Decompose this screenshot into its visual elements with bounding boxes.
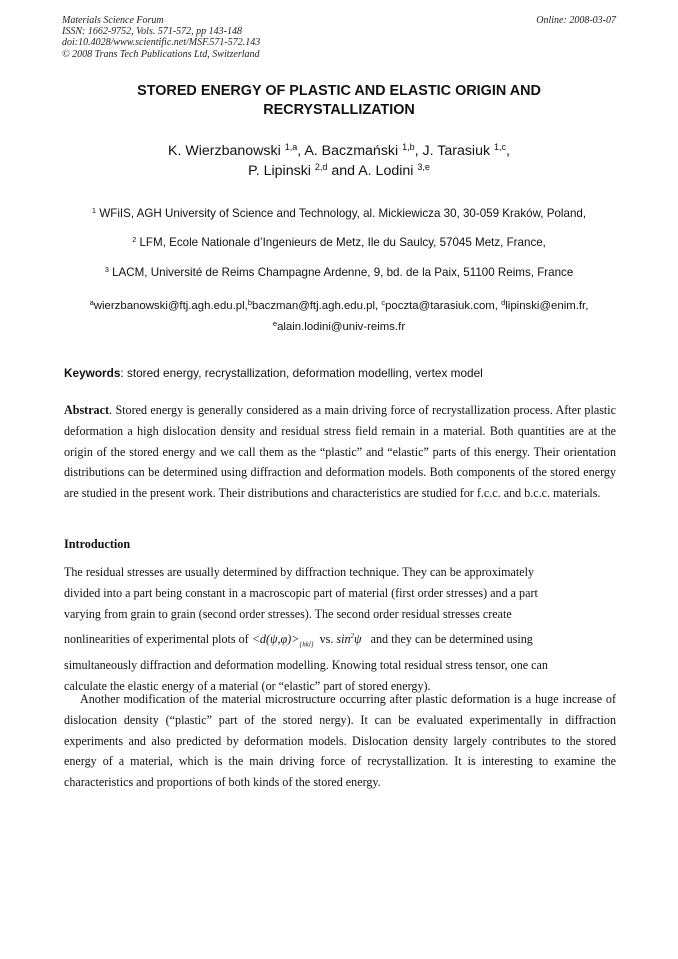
line-text: and they can be determined using — [370, 631, 533, 646]
formula-subscript: {hkl} — [299, 640, 314, 649]
line-text: nonlinearities of experimental plots of — [64, 631, 252, 646]
authors-line-1: K. Wierzbanowski $^{1,a}$, A. Baczmański $^{1,b}$, J. Tarasiuk $^{1,c}$, — [168, 142, 510, 159]
formula-vs: vs. — [319, 631, 337, 646]
author-affiliation-mark: 3,e — [417, 162, 430, 172]
author-name: K. Wierzbanowski — [168, 143, 281, 159]
author-affiliation-mark: 2,d — [314, 162, 328, 172]
author-affiliation-mark: 1,a — [284, 142, 298, 152]
author-name: A. Lodini — [358, 163, 414, 179]
email-mark: e — [272, 319, 278, 328]
paragraph-line: The residual stresses are usually determined by diffraction technique. They can be approximately — [64, 565, 535, 579]
keywords-label: Keywords — [64, 366, 121, 380]
formula-main: <d(ψ,φ)> — [251, 631, 300, 646]
formula-superscript: 2 — [350, 631, 355, 640]
affiliation-3 — [30, 266, 648, 280]
paragraph-line: divided into a part being constant in a macroscopic part of material (first order stresses) and a part — [64, 586, 538, 601]
affiliation-1 — [30, 207, 648, 221]
affiliation-mark: 1 — [91, 206, 97, 215]
abstract-text: . Stored energy is generally considered as a main driving force of recrystallization process. After plastic deformation a high dislocation density and residual stress field remain in a material. Both quantities are at the origin of the stored energy and we call them as the “plastic” and “elastic” parts of this energy. Their orientation distributions can be determined using diffraction and deformation models. Both components of the stored energy are studied in the present work. Their distributions and characteristics are studied for f.c.c. and b.c.c. materials. — [64, 403, 616, 501]
email-link[interactable]: baczman@ftj.agh.edu.pl, — [251, 300, 382, 312]
affiliation-text: WFiIS, AGH University of Science and Technology, al. Mickiewicza 30, 30-059 Kraków, Poland, — [99, 207, 587, 220]
email-link[interactable]: wierzbanowski@ftj.agh.edu.pl, — [93, 300, 248, 312]
paragraph-line: varying from grain to grain (second order stresses). The second order residual stresses create — [64, 607, 512, 622]
email-link[interactable]: poczta@tarasiuk.com, — [385, 300, 502, 312]
title-line-2: RECRYSTALLIZATION — [263, 102, 415, 118]
author-name: A. Baczmański — [304, 143, 399, 159]
affiliation-mark: 3 — [104, 265, 109, 274]
journal-copyright: © 2008 Trans Tech Publications Ltd, Switzerland — [62, 48, 260, 60]
keywords-text: : stored energy, recrystallization, deformation modelling, vertex model — [120, 366, 483, 380]
affiliation-mark: 2 — [132, 235, 137, 244]
author-name: J. Tarasiuk — [422, 143, 491, 159]
paragraph-line: simultaneously diffraction and deformation modelling. Knowing total residual stress tensor, one can — [64, 658, 548, 673]
section-heading-introduction: Introduction — [64, 537, 131, 551]
emails-line-2 — [30, 317, 648, 338]
intro-paragraph-1 — [64, 562, 616, 698]
authors-line-2: P. Lipinski $^{2,d}$ and A. Lodini $^{3,e}$ — [248, 162, 430, 179]
email-link[interactable]: alain.lodini@univ-reims.fr — [277, 321, 406, 333]
paragraph-line-formula — [64, 626, 616, 656]
formula-psi: ψ — [354, 631, 362, 646]
formula-sin: sin — [336, 631, 351, 646]
author-affiliation-mark: 1,b — [402, 142, 415, 152]
paragraph-line: calculate the elastic energy of a material (or “elastic” part of stored energy). — [64, 679, 431, 694]
paper-title — [62, 82, 616, 120]
title-line-1: STORED ENERGY OF PLASTIC AND ELASTIC ORIGIN AND — [137, 83, 541, 99]
keywords — [64, 366, 616, 381]
abstract — [64, 400, 616, 504]
author-name: P. Lipinski — [248, 163, 311, 179]
journal-doi: doi:10.4028/www.scientific.net/MSF.571-572.143 — [62, 37, 261, 49]
journal-issn: ISSN: 1662-9752, Vols. 571-572, pp 143-148 — [62, 26, 242, 38]
affiliation-2 — [30, 236, 648, 250]
email-list — [30, 296, 648, 338]
email-mark: d — [501, 298, 506, 307]
email-link[interactable]: lipinski@enim.fr, — [505, 300, 589, 312]
inline-formula — [251, 631, 362, 649]
online-date: Online: 2008-03-07 — [536, 15, 616, 26]
intro-paragraph-2: Another modification of the material microstructure occurring after plastic deformation is a huge increase of dislocation density (“plastic” part of the stored nergy). It can be evaluated experimentally in diffraction experiments and also predicted by deformation models. Dislocation density largely contributes to the stored energy of a material, which is the main driving force of recrystallization. It is interesting to examine the characteristics and proportions of both kinds of the stored energy. — [64, 692, 616, 790]
author-list — [62, 141, 616, 181]
abstract-label: Abstract — [64, 403, 110, 417]
author-affiliation-mark: 1,c — [494, 142, 507, 152]
email-mark: a — [89, 298, 94, 307]
affiliation-text: LFM, Ecole Nationale d’Ingenieurs de Metz, Ile du Saulcy, 57045 Metz, France, — [139, 236, 546, 249]
email-mark: b — [247, 298, 252, 307]
journal-name: Materials Science Forum — [62, 15, 164, 26]
email-mark: c — [381, 298, 386, 307]
emails-line-1 — [30, 296, 648, 317]
journal-header — [62, 15, 616, 60]
affiliation-text: LACM, Université de Reims Champagne Ardenne, 9, bd. de la Paix, 51100 Reims, France — [112, 266, 574, 279]
